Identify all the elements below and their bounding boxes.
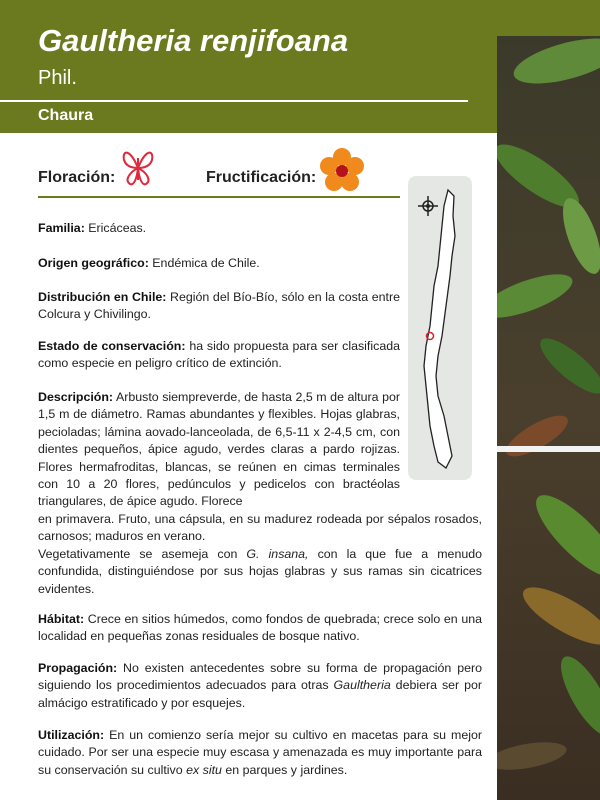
familia-paragraph: Familia: Ericáceas. (38, 221, 147, 235)
utilizacion-paragraph: Utilización: En un comienzo sería mejor su cultivo en macetas para su mejor cuidado. Por ser una especie muy escasa y amenazada es muy importante para su conservación su cultivo ex situ en parques y jardines. (38, 728, 482, 777)
header-divider (0, 100, 468, 102)
phenology-row (38, 142, 400, 198)
species-author: Phil. (38, 67, 77, 89)
compass-rose-icon (418, 196, 438, 216)
descripcion-continued: en primavera. Fruto, una cápsula, en su madurez rodeada por sépalos rosados, carnosos; maduros en verano. Vegetativamente se asemeja con G. insana, con la que fue a menudo confundida, distinguiéndose por sus hojas glabras y sus ramas sin cicatrices evidentes. (38, 512, 483, 596)
origen-paragraph: Origen geográfico: Endémica de Chile. (38, 256, 260, 270)
habitat-paragraph: Hábitat: Crece en sitios húmedos, como fondos de quebrada; crece solo en una localidad en pequeñas zonas residuales de bosque nativo. (38, 612, 482, 644)
flower-icon (320, 148, 364, 197)
descripcion-paragraph: Descripción: Arbusto siempreverde, de hasta 2,5 m de altura por 1,5 m de diámetro. Ramas abundantes y flexibles. Hojas glabras, pecioladas; lámina aovado-lanceolada, de 6,5-11 x 2-4,5 cm, con dientes pequeños, ápice agudo, verdes claras a pardo rojizas. Flores hermafroditas, blancas, se reúnen en cimas terminales con 10 a 20 flores, pedúnculos y pedicelos con bractéolas triangulares, de ápice agudo. Florece (38, 390, 400, 509)
common-name: Chaura (38, 107, 94, 124)
species-title: Gaultheria renjifoana (38, 23, 349, 58)
propagacion-paragraph: Propagación: No existen antecedentes sobre su forma de propagación pero siguiendo los procedimientos adecuados para otras Gaultheria debiera ser por almácigo estratificado y por esquejes. (38, 661, 483, 710)
conservacion-paragraph: Estado de conservación: ha sido propuesta para ser clasificada como especie en peligro crítico de extinción. (38, 339, 400, 371)
fruiting-label: Fructificación: (206, 169, 317, 186)
plant-photo (497, 36, 600, 800)
flowering-label: Floración: (38, 169, 116, 186)
butterfly-icon (120, 146, 156, 195)
section-divider (38, 196, 400, 198)
distribucion-paragraph: Distribución en Chile: Región del Bío-Bío, sólo en la costa entre Colcura y Chivilingo. (38, 290, 400, 322)
chile-distribution-map (408, 176, 472, 480)
